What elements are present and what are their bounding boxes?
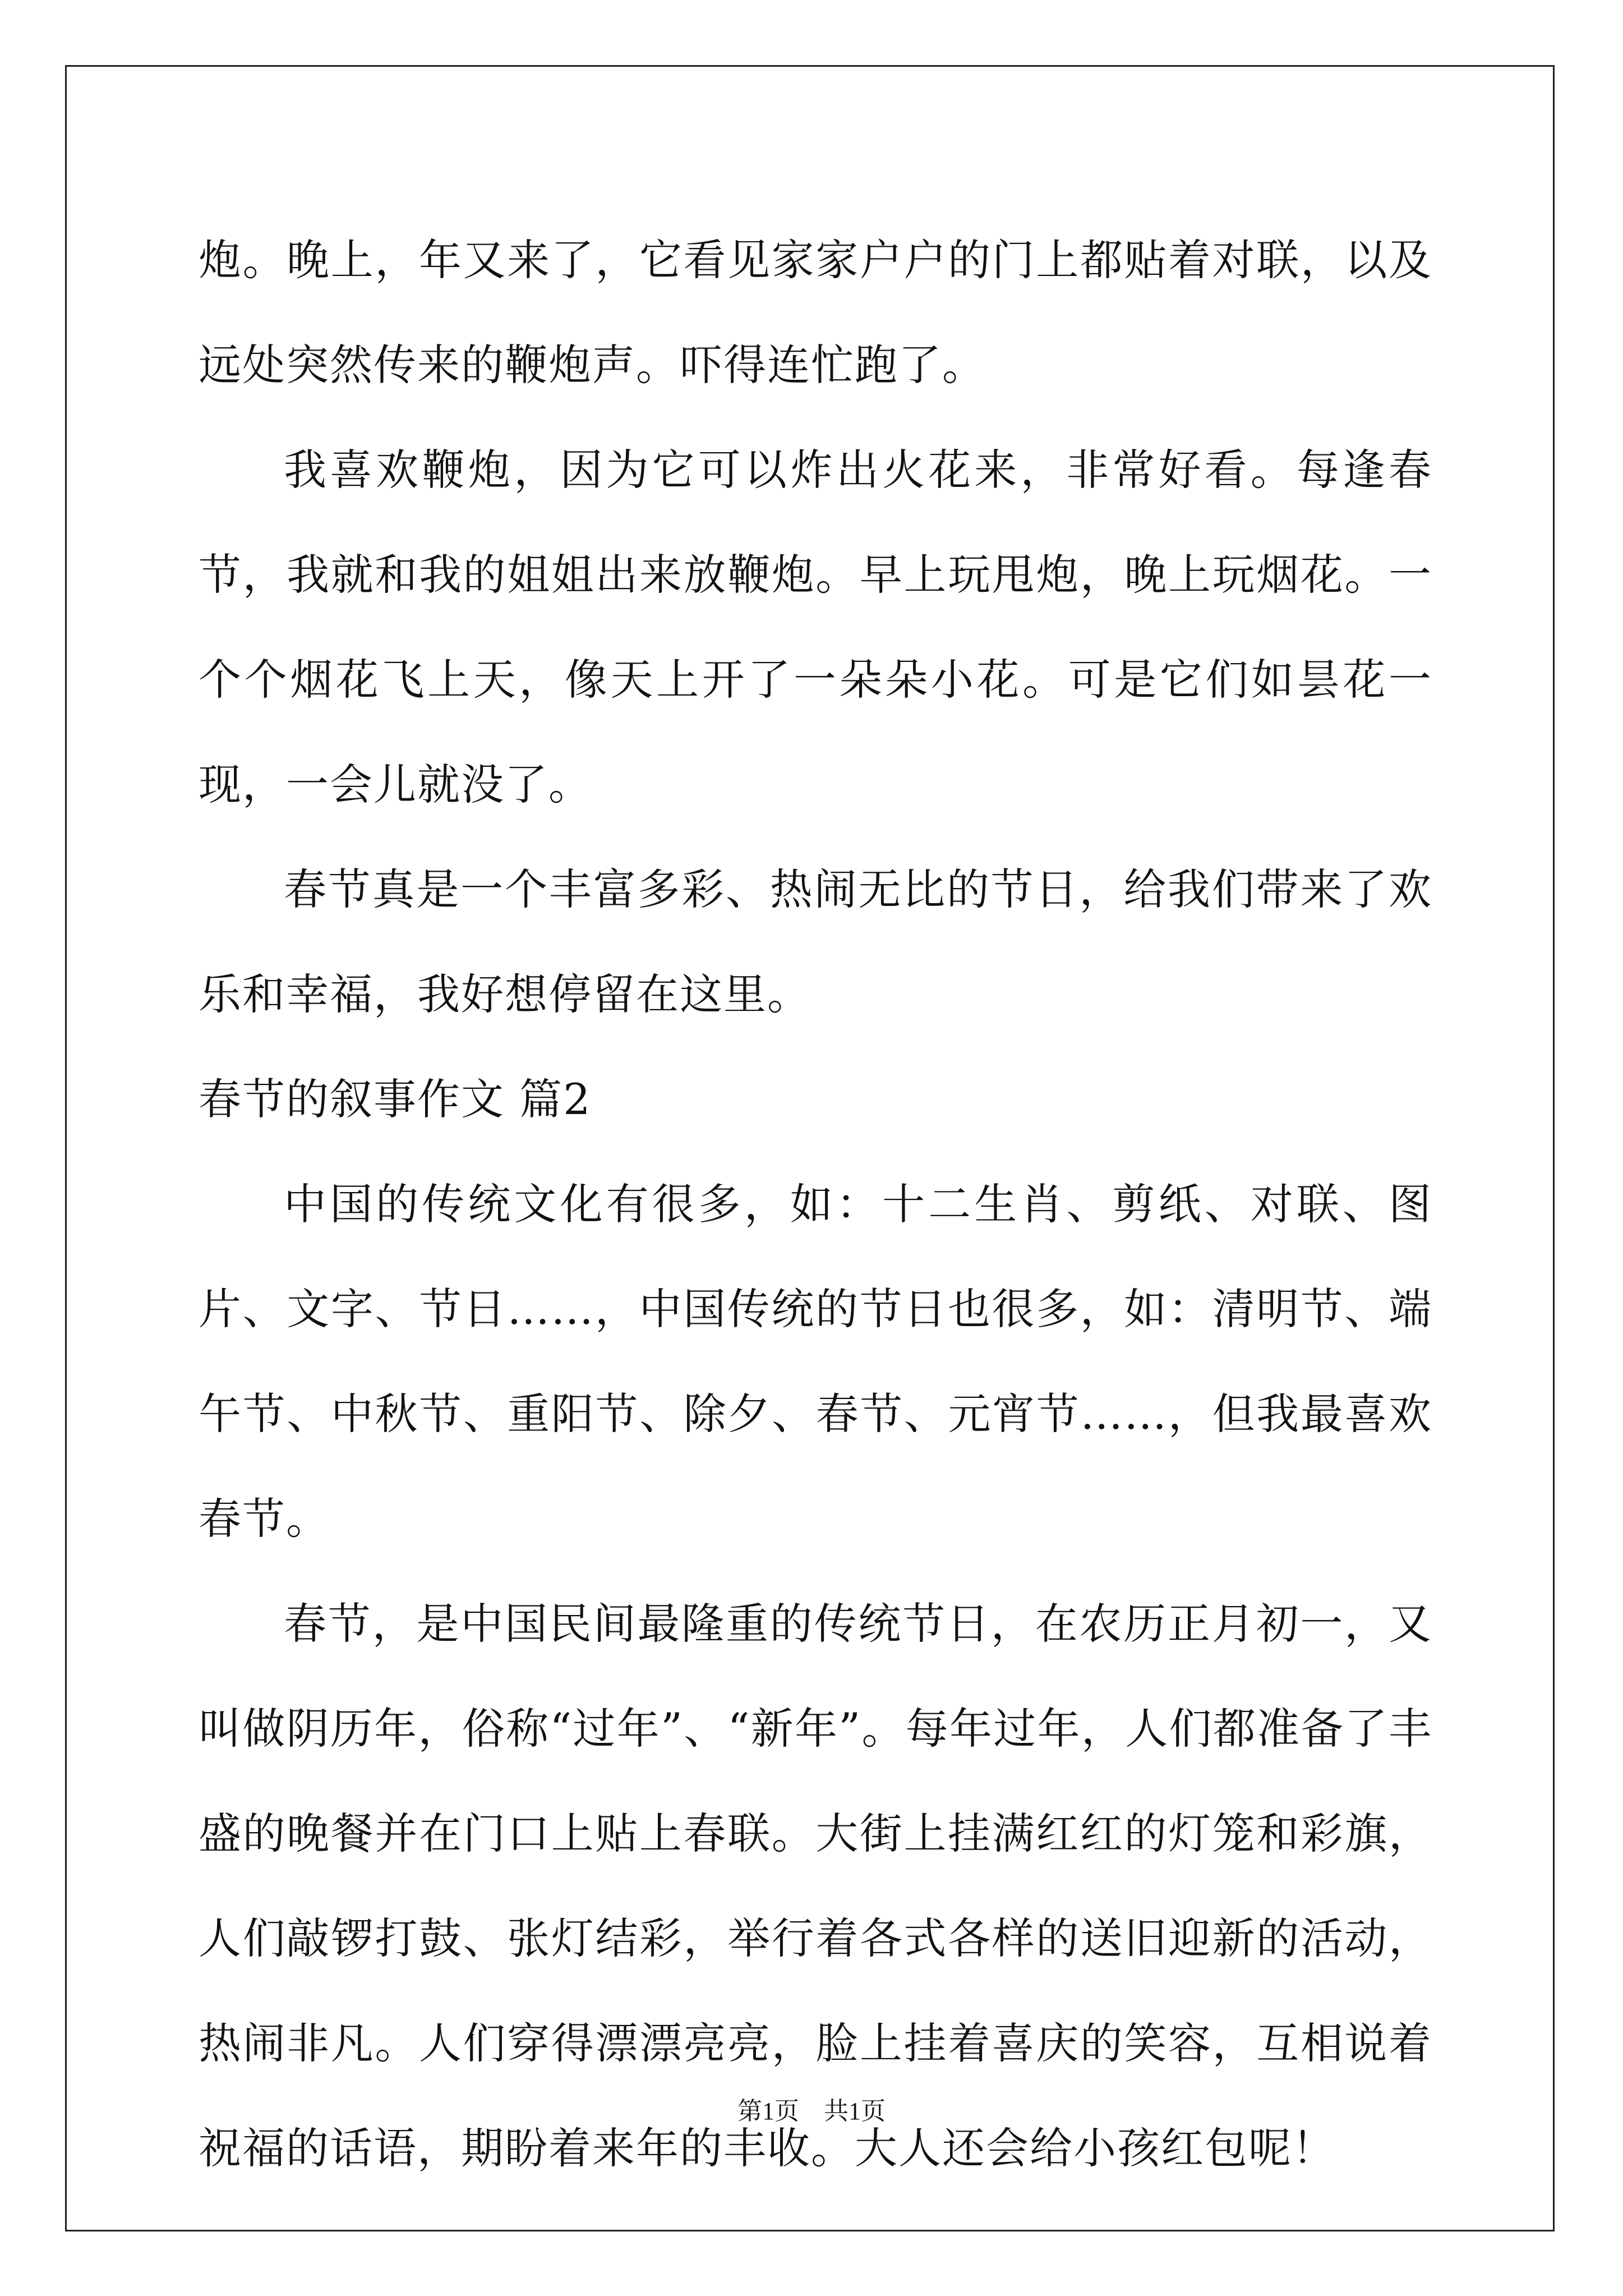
paragraph-2: 我喜欢鞭炮，因为它可以炸出火花来，非常好看。每逢春节，我就和我的姐姐出来放鞭炮。早上玩甩炮，晚上玩烟花。一个个烟花飞上天，像天上开了一朵朵小花。可是它们如昙花一现，一会儿就没了。 bbox=[199, 445, 1432, 809]
section-heading: 春节的叙事作文 篇2 bbox=[199, 1074, 592, 1124]
paragraph-1: 炮。晚上，年又来了，它看见家家户户的门上都贴着对联，以及远处突然传来的鞭炮声。吓得连忙跑了。 bbox=[199, 235, 1432, 390]
document-body bbox=[199, 208, 1432, 2201]
page-footer bbox=[0, 2091, 1623, 2127]
paragraph-4: 中国的传统文化有很多，如：十二生肖、剪纸、对联、图片、文字、节日……，中国传统的节日也很多，如：清明节、端午节、中秋节、重阳节、除夕、春节、元宵节……，但我最喜欢春节。 bbox=[199, 1179, 1432, 1544]
page-number-current: 第1页 bbox=[737, 2097, 799, 2125]
paragraph-3: 春节真是一个丰富多彩、热闹无比的节日，给我们带来了欢乐和幸福，我好想停留在这里。 bbox=[199, 864, 1432, 1019]
paragraph-5: 春节，是中国民间最隆重的传统节日，在农历正月初一，又叫做阴历年，俗称“过年”、“新年”。每年过年，人们都准备了丰盛的晚餐并在门口上贴上春联。大街上挂满红红的灯笼和彩旗，人们敲锣打鼓、张灯结彩，举行着各式各样的送旧迎新的活动，热闹非凡。人们穿得漂漂亮亮，脸上挂着喜庆的笑容，互相说着祝福的话语，期盼着来年的丰收。大人还会给小孩红包呢！ bbox=[199, 1599, 1432, 2173]
page-number-total: 共1页 bbox=[824, 2097, 886, 2125]
